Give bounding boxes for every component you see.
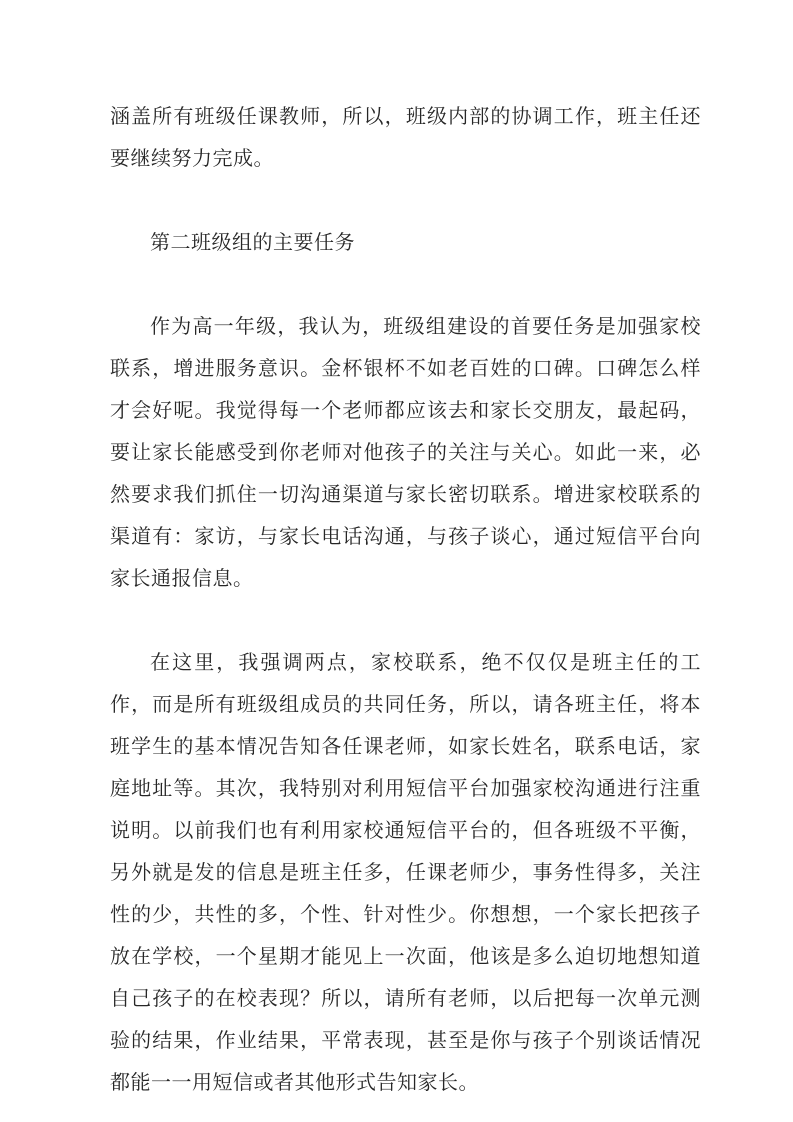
section-heading: 第二班级组的主要任务 (150, 232, 355, 254)
paragraph-sms-platform: 在这里，我强调两点，家校联系，绝不仅仅是班主任的工作，而是所有班级组成员的共同任务，所以，请各班主任，将本班学生的基本情况告知各任课老师，如家长姓名，联系电话，家庭地址等。其次，我特别对利用短信平台加强家校沟通进行注重说明。以前我们也有利用家校通短信平台的，但各班级不平衡，另外就是发的信息是班主任多，任课老师少，事务性得多，关注性的少，共性的多，个性、针对性少。你想想，一个家长把孩子放在学校，一个星期才能见上一次面，他该是多么迫切地想知道自己孩子的在校表现？所以，请所有老师，以后把每一次单元测验的结果，作业结果，平常表现，甚至是你与孩子个别谈话情况都能一一用短信或者其他形式告知家长。 (110, 652, 701, 1094)
paragraph-family-school-contact: 作为高一年级，我认为，班级组建设的首要任务是加强家校联系，增进服务意识。金杯银杯不如老百姓的口碑。口碑怎么样才会好呢。我觉得每一个老师都应该去和家长交朋友，最起码，要让家长能感受到你老师对他孩子的关注与关心。如此一来，必然要求我们抓住一切沟通渠道与家长密切联系。增进家校联系的渠道有：家访，与家长电话沟通，与孩子谈心，通过短信平台向家长通报信息。 (110, 316, 701, 590)
paragraph-continuation: 涵盖所有班级任课教师，所以，班级内部的协调工作，班主任还要继续努力完成。 (110, 106, 701, 170)
